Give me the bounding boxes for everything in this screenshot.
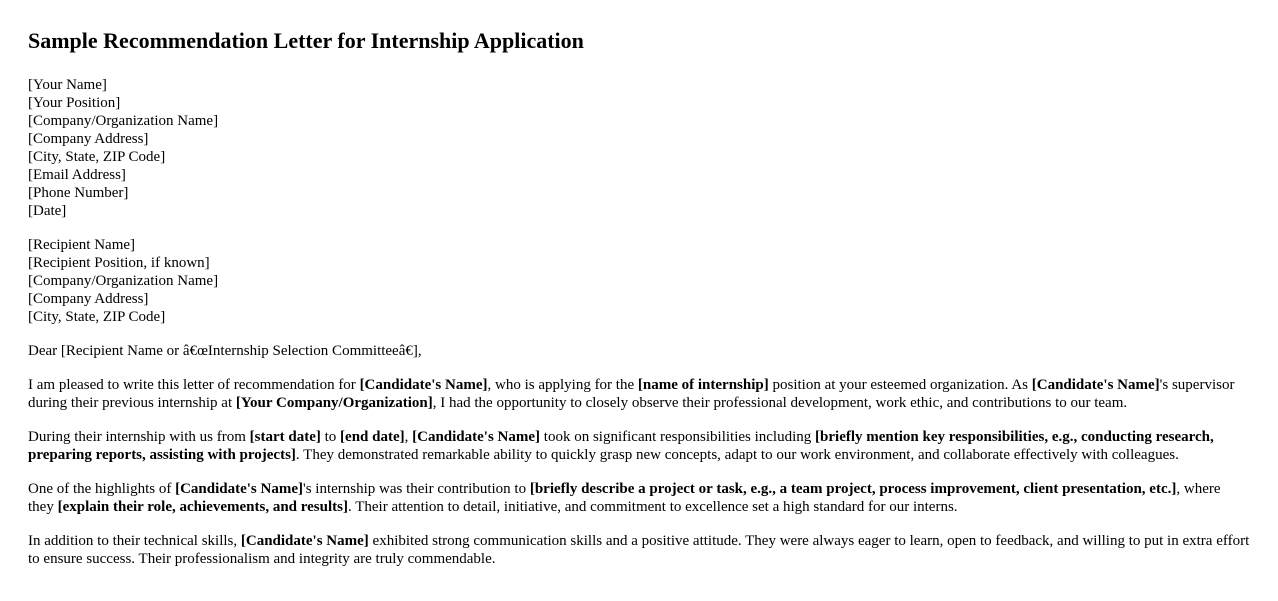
text-run: During their internship with us from [28,429,250,445]
text-run: , I had the opportunity to closely observe their professional development, work ethic, and contributions to our team. [432,395,1128,411]
placeholder-candidate-name: [Candidate's Name] [412,429,541,445]
placeholder-internship-name: [name of internship] [637,377,769,393]
placeholder-candidate-name: [Candidate's Name] [1031,377,1160,393]
text-run: In addition to their technical skills, [28,533,241,549]
recipient-address: [Company Address] [28,291,149,307]
text-run: exhibited strong communication skills and a positive attitude. They were always eager to learn, open to feedback, and willing to put in extra effort to ensure success. Their professionalism and integrity are truly commendable. [28,533,1250,567]
placeholder-end-date: [end date] [340,429,405,445]
text-run: to [320,429,341,445]
text-run: , who is applying for the [487,377,638,393]
placeholder-start-date: [start date] [249,429,321,445]
text-run: . Their attention to detail, initiative, and commitment to excellence set a high standard for our interns. [347,499,958,515]
placeholder-candidate-name: [Candidate's Name] [359,377,488,393]
salutation: Dear [Recipient Name or â€œInternship Selection Committeeâ€], [28,343,422,359]
placeholder-candidate-name: [Candidate's Name] [175,481,303,497]
text-run: I am pleased to write this letter of recommendation for [28,377,360,393]
paragraph-soft-skills [28,532,1250,568]
paragraph-highlights [28,480,1250,516]
text-run: , where they [28,481,1221,515]
placeholder-candidate-name: [Candidate's Name] [240,533,369,549]
paragraph-introduction [28,376,1250,412]
text-run: . They demonstrated remarkable ability to quickly grasp new concepts, adapt to our work environment, and collaborate effectively with colleagues. [295,447,1179,463]
text-run: position at your esteemed organization. As [768,377,1032,393]
placeholder-company: [Your Company/Organization] [235,395,433,411]
sender-name: [Your Name] [28,77,107,93]
placeholder-role-achievements: [explain their role, achievements, and results] [57,499,348,515]
text-run: , [404,429,413,445]
page-title: Sample Recommendation Letter for Internship Application [28,28,584,53]
sender-phone: [Phone Number] [28,185,129,201]
text-run: took on significant responsibilities including [540,429,816,445]
placeholder-responsibilities: [briefly mention key responsibilities, e.g., conducting research, preparing reports, assisting with projects] [28,429,1214,463]
placeholder-project: [briefly describe a project or task, e.g., a team project, process improvement, client presentation, etc.] [529,481,1177,497]
recipient-position: [Recipient Position, if known] [28,255,210,271]
sender-position: [Your Position] [28,95,121,111]
recipient-city-state-zip: [City, State, ZIP Code] [28,309,166,325]
sender-email: [Email Address] [28,167,126,183]
letter-date: [Date] [28,203,67,219]
text-run: 's internship was their contribution to [303,481,530,497]
paragraph-responsibilities [28,428,1250,464]
sender-city-state-zip: [City, State, ZIP Code] [28,149,166,165]
recipient-name: [Recipient Name] [28,237,136,253]
sender-address: [Company Address] [28,131,149,147]
recipient-organization: [Company/Organization Name] [28,273,219,289]
recipient-address-block [28,236,1250,326]
sender-address-block [28,76,1250,220]
text-run: 's supervisor during their previous internship at [28,377,1235,411]
sender-organization: [Company/Organization Name] [28,113,219,129]
text-run: One of the highlights of [28,481,176,497]
